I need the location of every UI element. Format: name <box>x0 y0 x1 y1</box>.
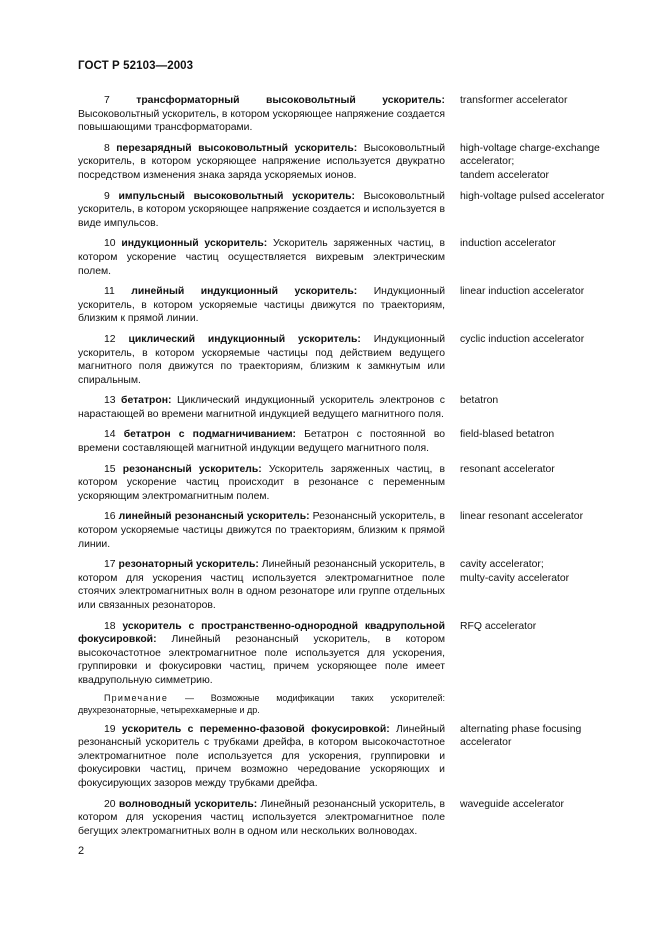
term-number: 14 <box>104 429 116 441</box>
note-label: Примечание <box>104 692 169 703</box>
term-text: Циклический индукционный ускоритель электронов с нарастающей во времени магнитной индукцией ведущего магнитного поля. <box>78 395 445 420</box>
term-entry <box>78 333 618 387</box>
term-number: 11 <box>104 286 115 298</box>
term-name: циклический индукционный ускоритель: <box>128 333 361 345</box>
term-text: Высоковольтный ускоритель, в котором ускоряющее напряжение создается и используется в виде импульсов. <box>78 190 445 229</box>
term-entry <box>78 510 618 551</box>
term-definition-ru <box>78 463 445 504</box>
term-text: Линейный резонансный ускоритель, в котором для ускорения частиц используется электромагнитное поле стоячих электромагнитных волн в одном резонаторе или группе отдельных или связанных резонаторов. <box>78 559 445 611</box>
term-number: 9 <box>104 190 110 202</box>
term-name: ускоритель с пространственно-однородной квадрупольной фокусировкой: <box>78 620 445 646</box>
term-translation-en: induction accelerator <box>460 238 556 250</box>
term-definition-ru <box>78 333 445 387</box>
term-name: линейный резонансный ускоритель: <box>118 511 310 523</box>
term-definition-ru <box>78 558 445 612</box>
term-definition-ru <box>78 285 445 326</box>
term-entry <box>78 463 618 504</box>
term-definition-ru <box>78 723 445 791</box>
term-entry <box>78 94 618 135</box>
term-translation-en: linear induction accelerator <box>460 286 585 298</box>
term-number: 17 <box>104 559 116 571</box>
note <box>78 692 445 716</box>
term-name: резонаторный ускоритель: <box>118 559 259 571</box>
term-translation-en: betatron <box>460 395 499 407</box>
term-entry <box>78 620 618 688</box>
term-name: резонансный ускоритель: <box>122 463 262 475</box>
term-definition-ru <box>78 798 445 839</box>
term-name: трансформаторный высоковольтный ускоритель: <box>136 95 445 106</box>
term-translation-en: linear resonant accelerator <box>460 511 584 523</box>
term-number: 12 <box>104 333 116 345</box>
term-entry <box>78 723 618 791</box>
term-translation-en: cyclic induction accelerator <box>460 333 585 345</box>
term-definition-ru <box>78 394 445 421</box>
term-definition-ru <box>78 142 445 183</box>
term-number: 10 <box>104 238 116 250</box>
term-name: бетатрон с подмагничиванием: <box>123 429 296 441</box>
term-definition-ru <box>78 237 445 278</box>
term-text: Индукционный ускоритель, в котором ускоряемые частицы движутся по траекториям, близким к прямой линии. <box>78 286 445 325</box>
term-translation-en: resonant accelerator <box>460 463 555 475</box>
term-number: 15 <box>104 463 116 475</box>
term-translation-en: high-voltage pulsed accelerator <box>460 190 605 202</box>
term-number: 16 <box>104 511 116 523</box>
term-name: волноводный ускоритель: <box>118 798 258 810</box>
term-text: Бетатрон с постоянной во времени составляющей магнитной индукции ведущего магнитного поля. <box>78 429 446 455</box>
term-definition-ru <box>78 620 445 688</box>
term-entry <box>78 798 618 839</box>
term-entry <box>78 285 618 326</box>
note-text: — Возможные модификации таких ускорителей: двухрезонаторные, четырехкамерные и др. <box>78 692 445 715</box>
term-translation-en: waveguide accelerator <box>460 798 564 810</box>
term-text: Резонансный ускоритель, в котором ускоряемые частицы движутся по траекториям, близким к прямой линии. <box>78 511 446 550</box>
term-definition-ru <box>78 428 445 455</box>
term-text: Линейный резонансный ускоритель с трубками дрейфа, в котором высокочастотное электромагнитное поле используется для ускорения, группировки и фокусировки частиц, причем возможно чередование ускоряющих и фокусирующих зазоров между трубками дрейфа. <box>78 723 446 789</box>
term-name: импульсный высоковольтный ускоритель: <box>118 190 355 202</box>
term-number: 8 <box>104 142 110 154</box>
term-text: Ускоритель заряженных частиц, в котором ускорение частиц происходит в резонансе с переменным ускоряющим электромагнитным полем. <box>78 463 446 502</box>
term-entry <box>78 428 618 455</box>
term-number: 20 <box>104 798 116 810</box>
term-name: перезарядный высоковольтный ускоритель: <box>116 142 358 154</box>
term-text: Индукционный ускоритель, в котором ускоряемые частицы под действием ведущего магнитного поля движутся по траекториям, близким к замкнутым или спиральным. <box>78 333 445 386</box>
term-translation-en: transformer accelerator <box>460 95 568 106</box>
term-number: 7 <box>104 95 110 106</box>
term-number: 18 <box>104 620 116 632</box>
term-entry <box>78 142 618 183</box>
term-number: 19 <box>104 723 116 735</box>
term-translation-en: field-blased betatron <box>460 429 555 441</box>
term-text: Линейный резонансный ускоритель, в котором для ускорения частиц используется электромагнитное поле бегущих электромагнитных волн в одном или нескольких волноводах. <box>78 798 446 837</box>
term-list <box>78 94 618 845</box>
term-entry <box>78 190 618 231</box>
term-name: ускоритель с переменно-фазовой фокусировкой: <box>121 723 390 735</box>
term-name: бетатрон: <box>121 395 172 407</box>
term-translation-en: high-voltage charge-exchange accelerator; tandem accelerator <box>460 142 600 181</box>
term-translation-en: alternating phase focusing accelerator <box>460 723 582 749</box>
term-text: Высоковольтный ускоритель, в котором ускоряющее напряжение используется двукратно посредством изменения знака заряда ускоряемых ионов. <box>78 142 446 181</box>
term-definition-ru <box>78 510 445 551</box>
term-text: Ускоритель заряженных частиц, в котором ускорение частиц осуществляется вихревым электрическим полем. <box>78 238 445 277</box>
page-number: 2 <box>78 845 85 857</box>
term-entry <box>78 237 618 278</box>
term-translation-en: RFQ accelerator <box>460 620 537 632</box>
term-name: линейный индукционный ускоритель: <box>131 286 358 298</box>
term-entry <box>78 394 618 421</box>
term-text: Линейный резонансный ускоритель, в котором высокочастотное электромагнитное поле используется для ускорения, группировки и фокусировки частиц, причем ускоряющее поле имеет квадрупольную симметрию. <box>78 634 446 686</box>
term-definition-ru <box>78 94 445 135</box>
document-code: ГОСТ Р 52103—2003 <box>78 60 194 72</box>
term-translation-en: cavity accelerator; multy-cavity accelerator <box>460 559 570 584</box>
term-definition-ru <box>78 190 445 231</box>
term-entry <box>78 558 618 612</box>
term-text: Высоковольтный ускоритель, в котором ускоряющее напряжение создается повышающими трансформаторами. <box>78 108 445 134</box>
term-name: индукционный ускоритель: <box>121 238 268 250</box>
term-number: 13 <box>104 395 116 407</box>
